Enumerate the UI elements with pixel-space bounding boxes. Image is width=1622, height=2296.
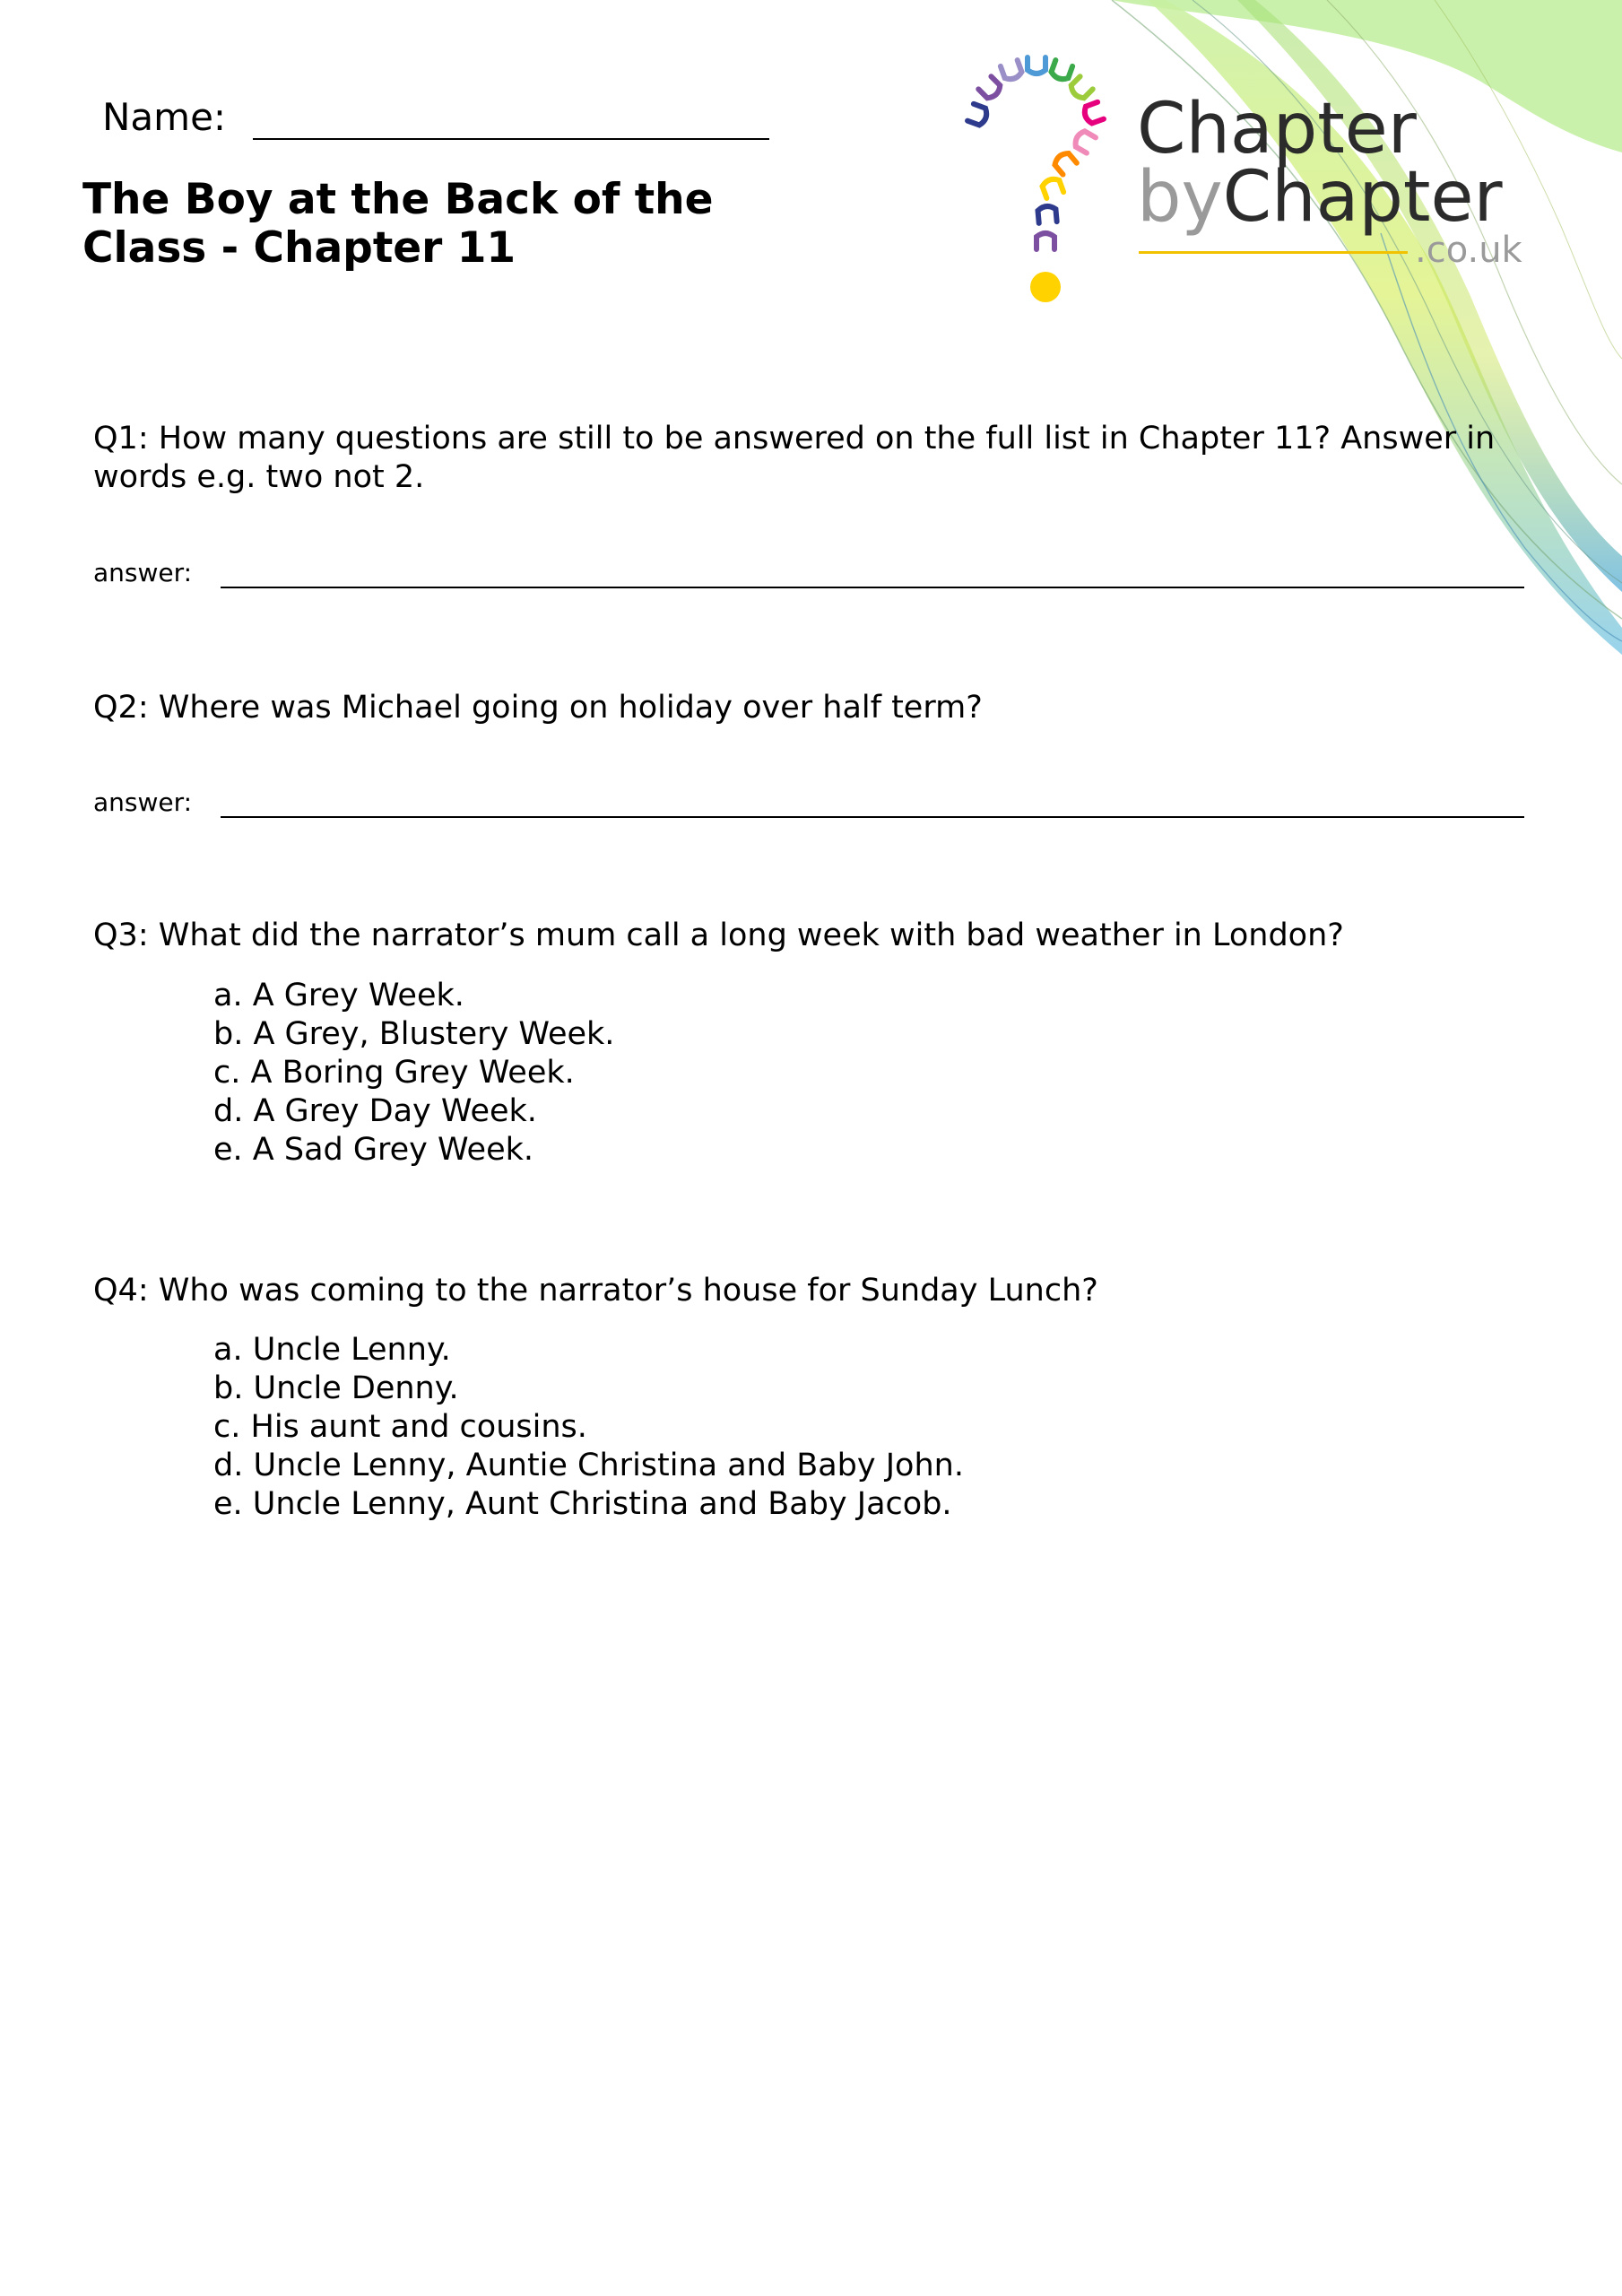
question-2: Q2: Where was Michael going on holiday over half term? [93,690,983,726]
option-e[interactable]: e. A Sad Grey Week. [213,1132,533,1168]
answer-label: answer: [93,558,193,587]
logo-book-arc [1041,177,1063,198]
title-line-2: Class - Chapter 11 [82,223,516,273]
book-question-mark-icon [959,52,1121,312]
name-label: Name: [102,95,227,139]
logo-book-arc [967,104,989,126]
logo-word-chapter-2: Chapter [1222,157,1503,238]
logo-domain: .co.uk [1415,230,1522,271]
question-1: Q1: How many questions are still to be answered on the full list in Chapter 11? Answer in words e.g. two not 2. [93,421,1496,495]
title-line-1: The Boy at the Back of the [82,175,714,224]
answer-line-2[interactable] [221,816,1524,818]
option-d[interactable]: d. A Grey Day Week. [213,1093,537,1129]
logo-underline [1139,251,1408,254]
question-3: Q3: What did the narrator’s mum call a long week with bad weather in London? [93,918,1344,953]
logo-book-arc [1069,76,1093,100]
chapter-by-chapter-logo [959,52,1533,321]
answer-label: answer: [93,787,193,817]
logo-book-arc [1037,205,1056,223]
option-c[interactable]: c. A Boring Grey Week. [213,1055,575,1091]
logo-book-arc [1001,60,1023,82]
logo-book-arc [1072,129,1096,152]
option-b[interactable]: b. Uncle Denny. [213,1370,459,1406]
answer-line-1[interactable] [221,587,1524,588]
logo-word-chapter: Chapter [1137,89,1417,170]
option-a[interactable]: a. A Grey Week. [213,978,464,1013]
answer-row-1 [93,558,1528,594]
logo-book-arc [1053,151,1077,175]
logo-book-arc [1037,233,1054,249]
option-a[interactable]: a. Uncle Lenny. [213,1332,451,1368]
option-c[interactable]: c. His aunt and cousins. [213,1409,587,1445]
option-e[interactable]: e. Uncle Lenny, Aunt Christina and Baby Jacob. [213,1486,952,1522]
name-row [102,90,784,144]
logo-word-bychapter [1137,157,1503,238]
logo-book-arc [1028,57,1045,74]
logo-book-arc [978,76,1002,100]
question-3-options [213,977,614,1170]
question-4-options [213,1331,964,1524]
question-4: Q4: Who was coming to the narrator’s house for Sunday Lunch? [93,1273,1098,1309]
logo-book-arc [1050,60,1072,82]
answer-row-2 [93,787,1528,823]
worksheet-title [82,176,782,273]
logo-book-arc [1082,102,1104,125]
option-b[interactable]: b. A Grey, Blustery Week. [213,1016,615,1052]
option-d[interactable]: d. Uncle Lenny, Auntie Christina and Baby John. [213,1448,964,1483]
logo-word-by: by [1137,157,1223,238]
name-write-line[interactable] [253,138,769,140]
